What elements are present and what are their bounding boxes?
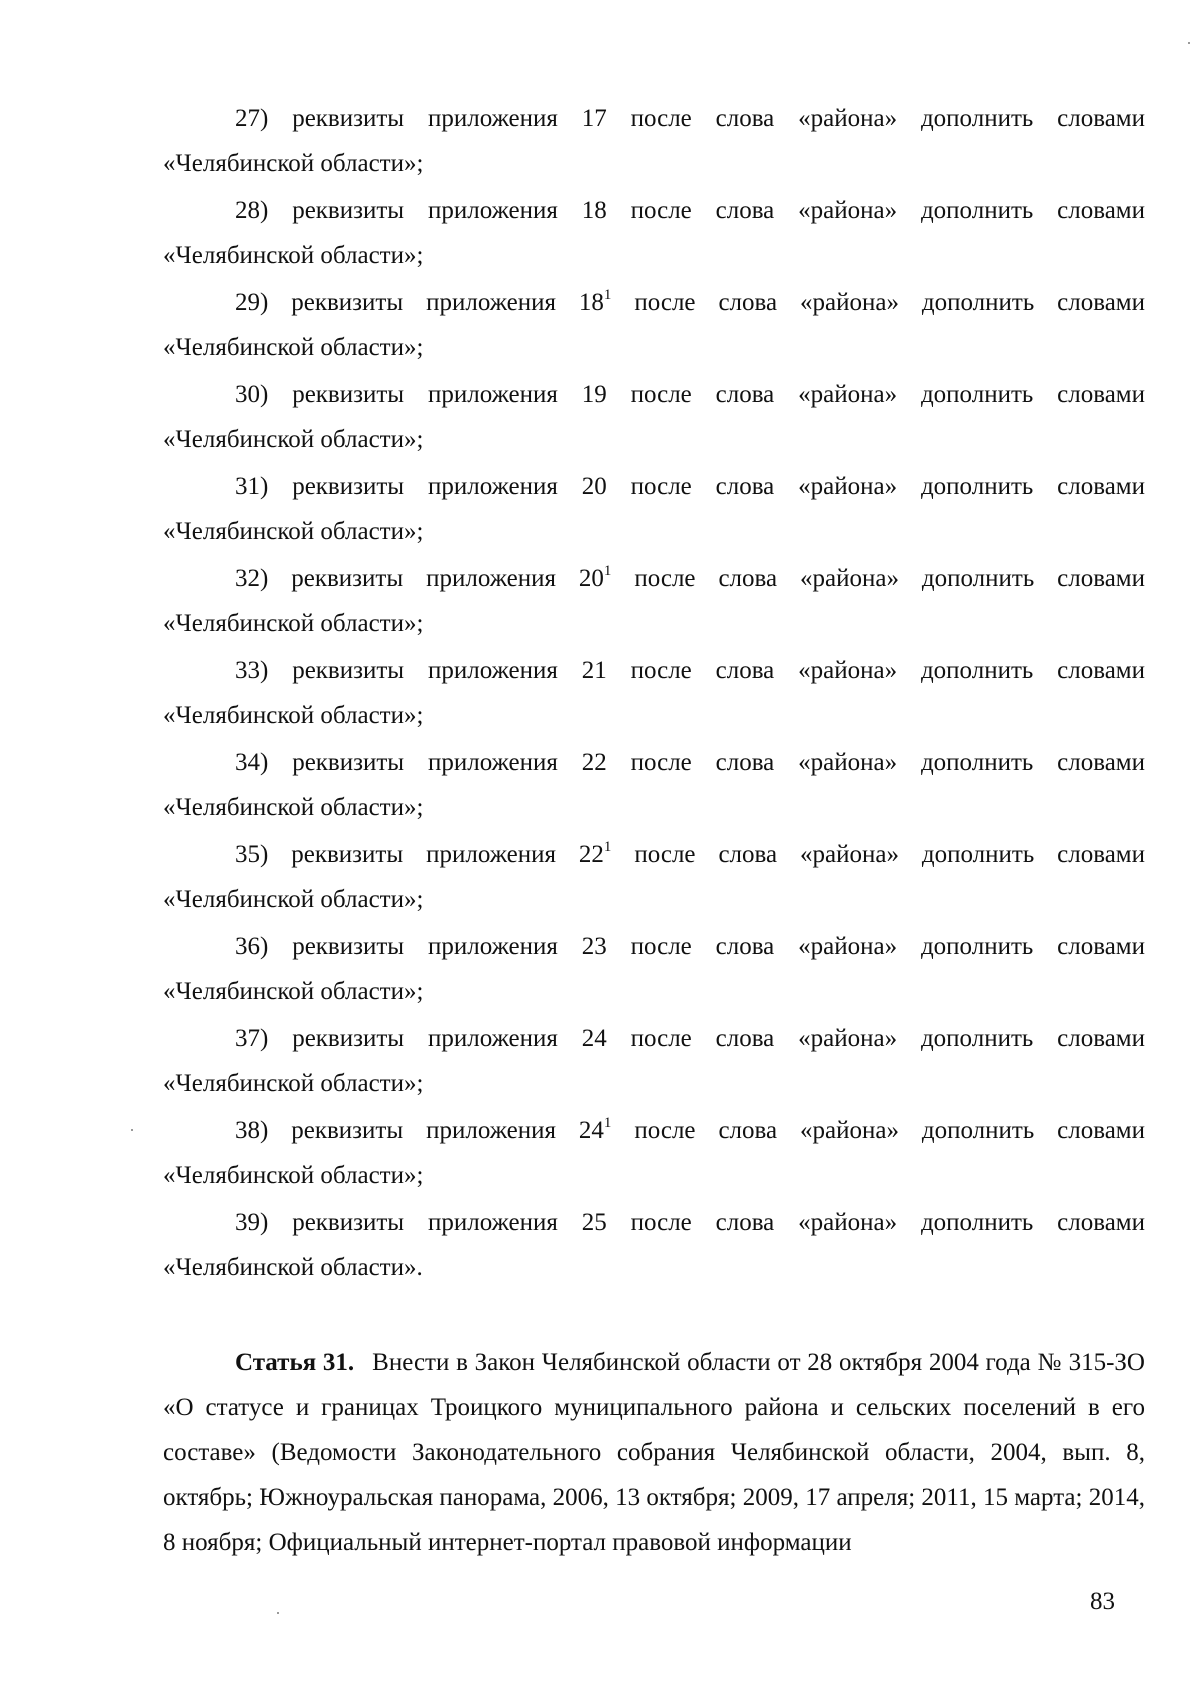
item-number: 33) (235, 657, 269, 684)
item-text-end: после слова «района» дополнить словами «Челябинской области»; (163, 657, 1145, 729)
scan-speck (1188, 42, 1190, 44)
article-31 (163, 1340, 1145, 1565)
list-item (163, 280, 1145, 370)
item-text-start: реквизиты приложения 19 (268, 381, 607, 408)
page-body (163, 96, 1145, 1590)
item-text-end: после слова «района» дополнить словами «Челябинской области»; (163, 933, 1145, 1005)
item-text-start: реквизиты приложения 20 (268, 565, 604, 592)
item-number: 32) (235, 565, 269, 592)
list-item (163, 832, 1145, 922)
scan-speck (131, 1129, 133, 1131)
item-number: 31) (235, 473, 269, 500)
item-text-start: реквизиты приложения 21 (268, 657, 607, 684)
item-text-end: после слова «района» дополнить словами «Челябинской области». (163, 1209, 1145, 1281)
item-number: 29) (235, 289, 269, 316)
item-number: 36) (235, 933, 269, 960)
item-text-end: после слова «района» дополнить словами «Челябинской области»; (163, 565, 1145, 637)
item-number: 27) (235, 105, 269, 132)
item-text-end: после слова «района» дополнить словами «Челябинской области»; (163, 841, 1145, 913)
item-superscript: 1 (603, 1115, 612, 1131)
item-number: 35) (235, 841, 269, 868)
list-item (163, 1200, 1145, 1290)
list-item (163, 464, 1145, 554)
item-superscript: 1 (603, 287, 612, 303)
item-text-end: после слова «района» дополнить словами «Челябинской области»; (163, 1117, 1145, 1189)
list-item (163, 740, 1145, 830)
item-number: 30) (235, 381, 269, 408)
item-text-end: после слова «района» дополнить словами «Челябинской области»; (163, 1025, 1145, 1097)
item-number: 34) (235, 749, 269, 776)
scan-speck (277, 1612, 279, 1614)
list-item (163, 924, 1145, 1014)
item-superscript: 1 (603, 839, 612, 855)
item-text-end: после слова «района» дополнить словами «Челябинской области»; (163, 473, 1145, 545)
item-number: 37) (235, 1025, 269, 1052)
item-text-start: реквизиты приложения 22 (268, 841, 604, 868)
item-text-start: реквизиты приложения 20 (268, 473, 607, 500)
item-text-end: после слова «района» дополнить словами «Челябинской области»; (163, 197, 1145, 269)
item-text-start: реквизиты приложения 23 (268, 933, 607, 960)
item-number: 39) (235, 1209, 269, 1236)
item-text-end: после слова «района» дополнить словами «Челябинской области»; (163, 381, 1145, 453)
item-text-start: реквизиты приложения 25 (268, 1209, 607, 1236)
article-text: Внести в Закон Челябинской области от 28 октября 2004 года № 315-ЗО «О статусе и границах Троицкого муниципального района и сельских поселений в его составе» (Ведомости Законодательного собрания Челябинской области, 2004, вып. 8, октябрь; Южноуральская панорама, 2006, 13 октября; 2009, 17 апреля; 2011, 15 марта; 2014, 8 ноября; Официальный интернет-портал правовой информации (163, 1349, 1145, 1556)
list-item (163, 648, 1145, 738)
item-text-start: реквизиты приложения 18 (268, 289, 604, 316)
item-number: 38) (235, 1117, 269, 1144)
list-item (163, 556, 1145, 646)
page-number: 83 (1090, 1588, 1115, 1615)
item-text-start: реквизиты приложения 22 (268, 749, 607, 776)
item-text-start: реквизиты приложения 17 (268, 105, 607, 132)
item-text-end: после слова «района» дополнить словами «Челябинской области»; (163, 105, 1145, 177)
item-text-start: реквизиты приложения 24 (268, 1117, 604, 1144)
list-item (163, 96, 1145, 186)
list-item (163, 1016, 1145, 1106)
list-item (163, 372, 1145, 462)
item-superscript: 1 (603, 563, 612, 579)
item-text-start: реквизиты приложения 18 (268, 197, 607, 224)
article-heading: Статья 31. (235, 1349, 355, 1376)
item-text-end: после слова «района» дополнить словами «Челябинской области»; (163, 289, 1145, 361)
item-text-start: реквизиты приложения 24 (268, 1025, 607, 1052)
item-number: 28) (235, 197, 269, 224)
list-item (163, 1108, 1145, 1198)
item-text-end: после слова «района» дополнить словами «Челябинской области»; (163, 749, 1145, 821)
list-item (163, 188, 1145, 278)
